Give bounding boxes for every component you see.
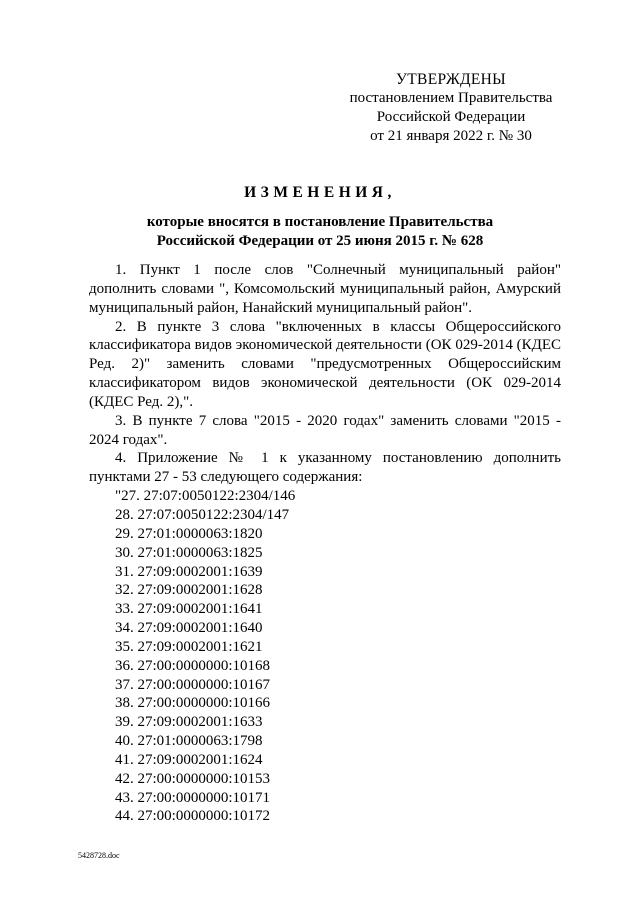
cadastral-list — [89, 487, 561, 826]
list-item: 29. 27:01:0000063:1820 — [115, 525, 263, 542]
list-item: 33. 27:09:0002001:1641 — [115, 601, 263, 618]
list-item: 30. 27:01:0000063:1825 — [115, 544, 263, 561]
file-name-footer: 5428728.doc — [78, 851, 120, 860]
list-item: 35. 27:09:0002001:1621 — [115, 638, 263, 655]
list-item: 38. 27:00:0000000:10166 — [115, 695, 271, 712]
list-item: 32. 27:09:0002001:1628 — [115, 582, 263, 599]
list-item: 41. 27:09:0002001:1624 — [115, 751, 263, 768]
approval-title: УТВЕРЖДЕНЫ — [396, 71, 506, 88]
list-item: 31. 27:09:0002001:1639 — [115, 563, 263, 580]
list-item: 28. 27:07:0050122:2304/147 — [115, 506, 290, 523]
paragraph-2: 2. В пункте 3 слова "включенных в классы Общероссийского классификатора видов экономической деятельности (ОК 029-2014 (КДЕС Ред. 2)" заменить словами "предусмотренных Общероссийским классификатором видов экономической деятельности (ОК 029-2014 (КДЕС Ред. 2),". — [89, 318, 561, 410]
list-item: "27. 27:07:0050122:2304/146 — [115, 488, 296, 505]
list-item: 34. 27:09:0002001:1640 — [115, 620, 263, 637]
subheading-line-2: Российской Федерации от 25 июня 2015 г. № 628 — [156, 233, 484, 249]
document-body — [89, 261, 561, 826]
list-item: 40. 27:01:0000063:1798 — [115, 733, 263, 750]
paragraph-1: 1. Пункт 1 после слов "Солнечный муниципальный район" дополнить словами ", Комсомольский муниципальный район, Амурский муниципальный район, Нанайский муниципальный район". — [89, 262, 561, 316]
paragraph-4: 4. Приложение № 1 к указанному постановлению дополнить пунктами 27 - 53 следующего содержания: — [89, 450, 561, 486]
approval-line-2: Российской Федерации — [376, 109, 526, 125]
list-item: 39. 27:09:0002001:1633 — [115, 714, 263, 731]
list-item: 37. 27:00:0000000:10167 — [115, 676, 271, 693]
paragraph-3: 3. В пункте 7 слова "2015 - 2020 годах" заменить словами "2015 - 2024 годах". — [89, 412, 561, 448]
list-item: 42. 27:00:0000000:10153 — [115, 770, 271, 787]
document-heading: ИЗМЕНЕНИЯ, — [244, 184, 396, 201]
list-item: 44. 27:00:0000000:10172 — [115, 808, 271, 825]
approval-block — [336, 70, 566, 146]
list-item: 36. 27:00:0000000:10168 — [115, 657, 271, 674]
approval-line-1: постановлением Правительства — [349, 90, 553, 106]
document-subheading — [60, 213, 580, 251]
list-item: 43. 27:00:0000000:10171 — [115, 789, 271, 806]
subheading-line-1: которые вносятся в постановление Правительства — [146, 214, 494, 230]
approval-line-3: от 21 января 2022 г. № 30 — [370, 128, 532, 144]
